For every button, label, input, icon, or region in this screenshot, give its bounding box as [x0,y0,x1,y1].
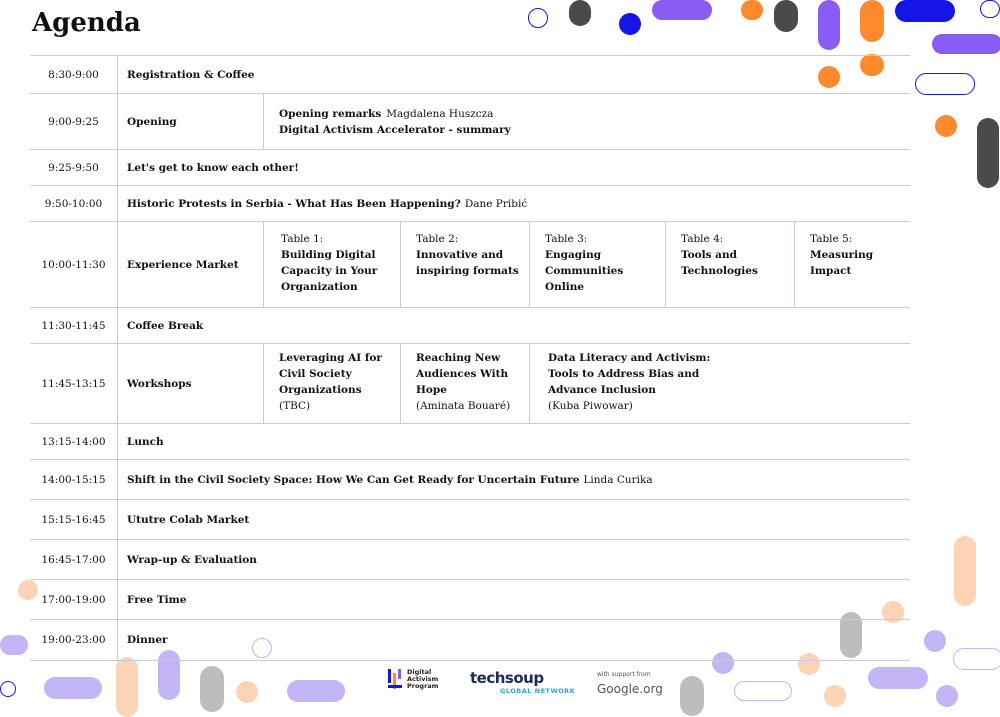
decorative-shape [734,681,792,701]
google-support-text: with support from [597,671,651,678]
decorative-shape [200,666,224,712]
agenda-row [30,579,910,620]
agenda-row [30,221,910,308]
decorative-shape [895,0,955,22]
table-label: Table 5: [810,233,853,245]
event-speaker: Linda Curika [583,474,653,486]
row-event [127,540,257,580]
experience-table-cell [263,222,400,308]
row-time: 15:15-16:45 [41,514,106,526]
event-speaker: Dane Pribić [464,198,528,210]
event-title: Ututre Colab Market [127,514,250,526]
decorative-shape [652,0,712,20]
agenda-row [30,499,910,540]
decorative-shape [619,13,641,35]
experience-table-cell [529,222,665,308]
decorative-shape [0,635,28,655]
techsoup-logo-subtext: GLOBAL NETWORK [500,687,576,695]
row-time: 9:00-9:25 [48,116,99,128]
page-title: Agenda [32,8,141,38]
table-name: Measuring Impact [810,249,874,277]
row-event [127,186,527,222]
table-name: Tools and Technologies [681,249,758,277]
table-label: Table 1: [281,233,324,245]
decorative-shape [287,680,345,702]
event-title: Wrap-up & Evaluation [127,554,257,566]
row-event [127,424,164,460]
event-title: Lunch [127,436,164,448]
dap-logo-line2: Activism [407,675,439,683]
decorative-shape [569,0,591,26]
row-event [127,150,299,186]
row-divider [117,150,118,186]
decorative-shape [824,685,846,707]
row-divider [117,540,118,580]
workshop-name: Data Literacy and Activism: Tools to Address Bias and Advance Inclusion [548,352,711,396]
opening-line-2 [279,122,902,138]
agenda-row [30,93,910,150]
row-event [127,500,249,540]
workshop-name: Leveraging AI for Civil Society Organizations [279,352,382,396]
techsoup-logo [470,668,575,695]
workshop-speaker: (Kuba Piwowar) [548,400,633,412]
decorative-shape [936,685,958,707]
dap-logo-icon [387,667,403,693]
row-divider [117,56,118,94]
decorative-shape [818,0,840,50]
row-event [127,460,653,500]
row-event [127,94,177,150]
opening-summary-title: Digital Activism Accelerator - summary [279,124,511,136]
workshop-speaker: (TBC) [279,400,311,412]
table-label: Table 2: [416,233,459,245]
opening-detail-cell [263,94,910,150]
decorative-shape [980,0,1000,18]
row-divider [117,308,118,344]
dap-logo-line1: Digital [407,668,432,676]
decorative-shape [953,648,1000,670]
agenda-row [30,539,910,580]
row-time: 14:00-15:15 [41,474,106,486]
decorative-shape [932,34,1000,54]
row-divider [117,500,118,540]
table-label: Table 4: [681,233,724,245]
event-title: Shift in the Civil Society Space: How We Can Get Ready for Uncertain Future [127,474,580,486]
row-event [127,620,168,660]
row-divider [117,94,118,150]
digital-activism-program-logo [387,667,447,695]
row-time: 11:30-11:45 [41,320,106,332]
row-event [127,344,192,424]
row-time: 11:45-13:15 [41,378,106,390]
workshop-name: Reaching New Audiences With Hope [416,352,509,396]
agenda-row [30,185,910,222]
row-event [127,308,203,344]
google-org-logo [597,671,663,697]
event-title: Coffee Break [127,320,204,332]
workshop-cell [529,344,729,424]
agenda-row [30,423,910,460]
event-title: Let's get to know each other! [127,162,299,174]
agenda-row [30,55,910,94]
decorative-shape [915,73,975,95]
decorative-shape [868,667,928,689]
decorative-shape [935,115,957,137]
experience-table-cell [665,222,794,308]
decorative-shape [44,677,102,699]
table-label: Table 3: [545,233,588,245]
experience-table-cell [400,222,529,308]
google-org-text: Google.org [597,682,663,696]
decorative-shape [774,0,798,32]
decorative-shape [236,681,258,703]
row-event [127,580,186,620]
row-time: 9:50-10:00 [44,198,103,210]
row-time: 10:00-11:30 [41,259,106,271]
row-time: 13:15-14:00 [41,436,106,448]
event-title: Dinner [127,634,168,646]
opening-remarks-title: Opening remarks [279,108,382,120]
decorative-shape [116,657,138,717]
row-divider [117,424,118,460]
workshop-speaker: (Aminata Bouaré) [416,400,511,412]
decorative-shape [528,8,548,28]
row-time: 8:30-9:00 [48,69,99,81]
event-title: Registration & Coffee [127,69,255,81]
workshop-cell [400,344,529,424]
row-time: 16:45-17:00 [41,554,106,566]
row-time: 19:00-23:00 [41,634,106,646]
row-divider [117,580,118,620]
experience-table-cell [794,222,910,308]
agenda-row [30,149,910,186]
decorative-shape [924,630,946,652]
table-name: Engaging Communities Online [545,249,624,293]
event-title: Free Time [127,594,187,606]
event-title: Opening [127,116,177,128]
decorative-shape [741,0,763,20]
agenda-row [30,619,910,661]
row-divider [117,460,118,500]
opening-remarks-speaker: Magdalena Huszcza [386,108,494,120]
workshop-cell [263,344,400,424]
event-title: Historic Protests in Serbia - What Has Been Happening? [127,198,461,210]
row-time: 9:25-9:50 [48,162,99,174]
techsoup-logo-text: techsoup [470,669,544,687]
agenda-row [30,459,910,500]
row-divider [117,222,118,308]
decorative-shape [860,0,884,42]
event-title: Workshops [127,378,192,390]
table-name: Building Digital Capacity in Your Organization [281,249,378,293]
opening-line-1 [279,106,902,122]
row-event [127,222,239,308]
row-divider [117,620,118,660]
row-time: 17:00-19:00 [41,594,106,606]
row-divider [117,344,118,424]
decorative-shape [954,536,976,606]
row-divider [117,186,118,222]
table-name: Innovative and inspiring formats [416,249,519,277]
decorative-shape [680,676,704,716]
decorative-shape [0,681,16,697]
agenda-row [30,307,910,344]
row-event [127,56,254,94]
agenda-row [30,343,910,424]
dap-logo-line3: Program [407,682,439,690]
decorative-shape [977,118,999,188]
event-title: Experience Market [127,259,239,271]
